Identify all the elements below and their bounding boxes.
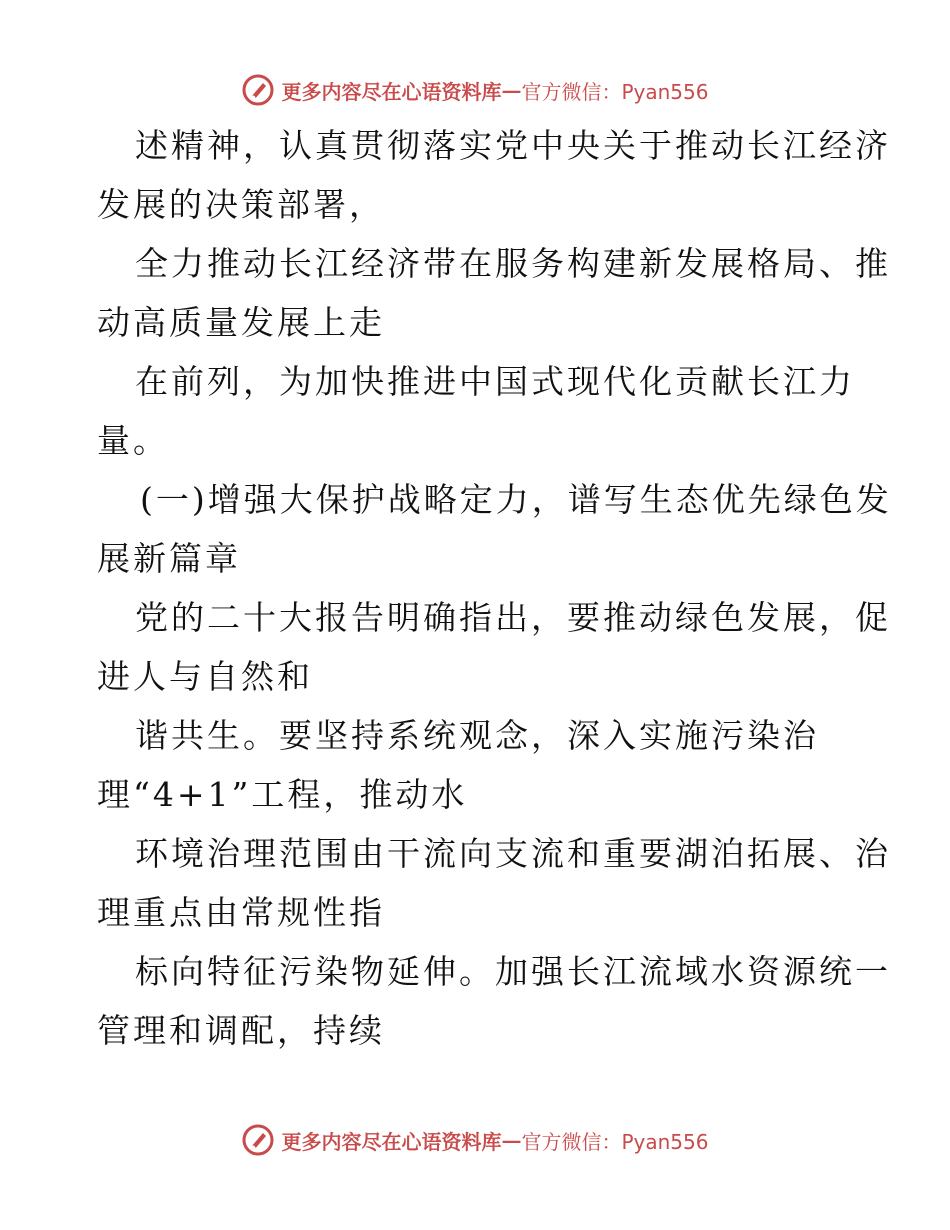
header-watermark — [0, 70, 950, 110]
body-line: 标向特征污染物延伸。加强长江流域水资源统一 — [135, 952, 891, 991]
body-line: 谐共生。要坚持系统观念，深入实施污染治 — [135, 716, 819, 755]
body-line: 进人与自然和 — [97, 657, 313, 696]
footer-watermark — [0, 1120, 950, 1160]
section-heading-cont: 展新篇章 — [97, 539, 241, 578]
pen-nib-logo-icon — [241, 1123, 275, 1157]
body-line: 理“4+1”工程，推动水 — [97, 775, 468, 814]
body-line: 发展的决策部署， — [97, 185, 385, 224]
body-line: 党的二十大报告明确指出，要推动绿色发展，促 — [135, 598, 891, 637]
watermark-text: 更多内容尽在心语资料库 — [281, 1129, 502, 1154]
watermark-text: 更多内容尽在心语资料库 — [281, 79, 502, 104]
watermark-contact: 官方微信：Pyan556 — [521, 1129, 709, 1154]
body-line: 量。 — [97, 421, 169, 460]
body-line: 理重点由常规性指 — [97, 893, 385, 932]
pen-nib-logo-icon — [241, 73, 275, 107]
watermark-separator: — — [501, 1128, 522, 1152]
body-line: 动高质量发展上走 — [97, 303, 385, 342]
watermark-separator: — — [501, 78, 522, 102]
body-line: 在前列，为加快推进中国式现代化贡献长江力 — [135, 362, 855, 401]
body-line: 全力推动长江经济带在服务构建新发展格局、推 — [135, 244, 891, 283]
body-line: 环境治理范围由干流向支流和重要湖泊拓展、治 — [135, 834, 891, 873]
watermark-contact: 官方微信：Pyan556 — [521, 79, 709, 104]
section-heading: (一)增强大保护战略定力，谱写生态优先绿色发 — [140, 480, 892, 519]
body-line: 管理和调配，持续 — [97, 1011, 385, 1050]
body-line: 述精神，认真贯彻落实党中央关于推动长江经济 — [135, 126, 891, 165]
